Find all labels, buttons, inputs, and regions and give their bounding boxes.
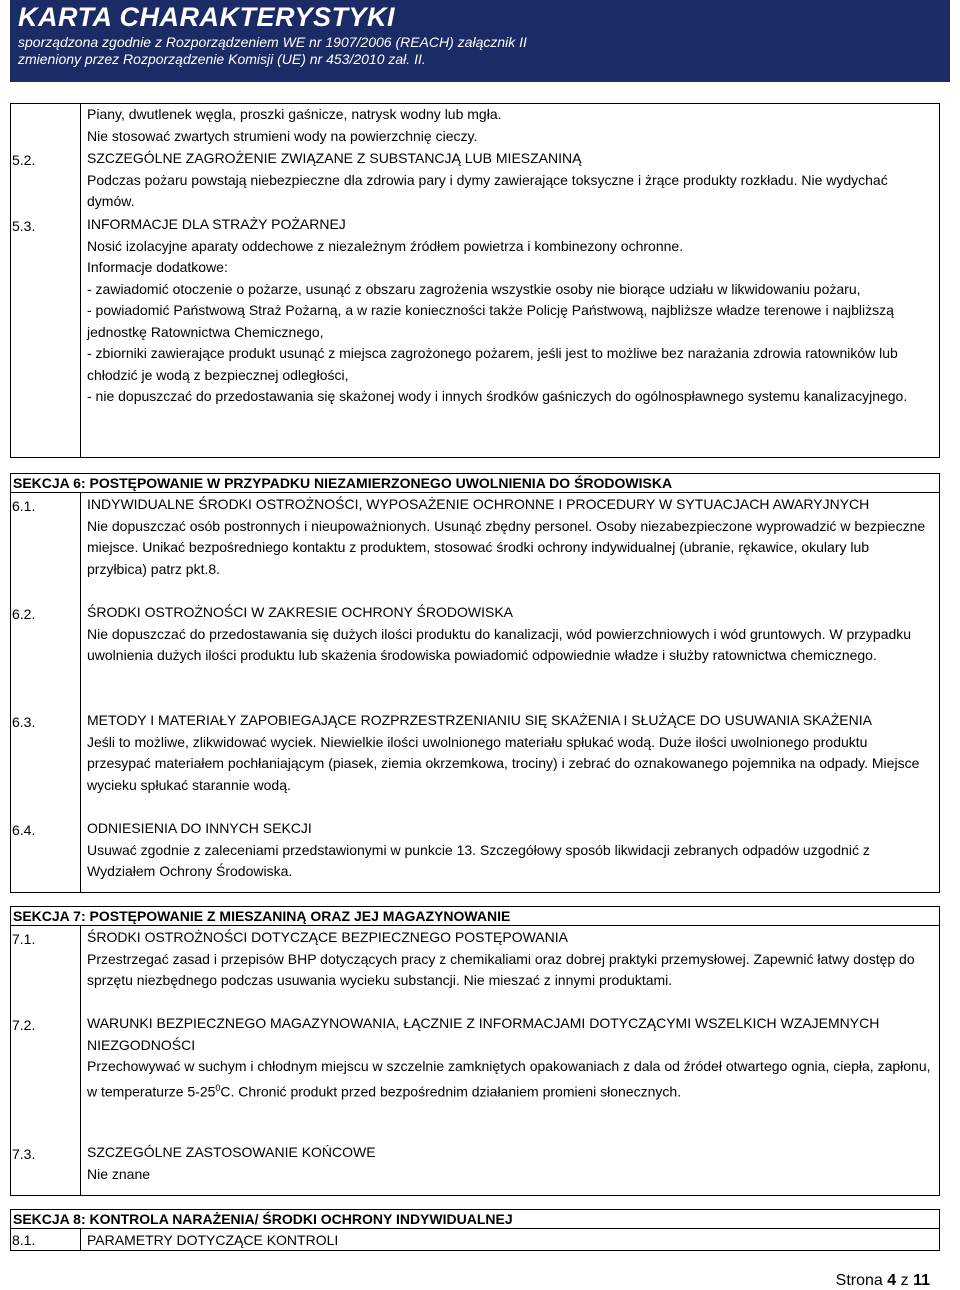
subsection-number: 6.1.	[12, 498, 36, 514]
page-label: Strona	[835, 1272, 883, 1289]
subsection-heading: SZCZEGÓLNE ZASTOSOWANIE KOŃCOWE	[87, 1144, 376, 1160]
subsection-text: Nie dopuszczać do przedostawania się dużych ilości produktu do kanalizacji, wód powierzchniowych i wód gruntowych. W przypadku uwolnienia dużych ilości produktu lub skażenia środowiska powiadomić odpowiednie władze i służby ratownictwa chemicznego.	[87, 625, 912, 663]
column-divider	[80, 103, 81, 458]
subsection-7-1	[87, 927, 932, 992]
current-page: 4	[887, 1272, 897, 1289]
subsection-text: Nie dopuszczać osób postronnych i nieupoważnionych. Usunąć zbędny personel. Osoby niezabezpieczone wyprowadzić w bezpieczne miejsce. Unikać bezpośredniego kontaktu z produktem, stosować środki ochrony indywidualnej (ubranie, rękawice, okulary lub przyłbica) patrz pkt.8.	[87, 517, 926, 577]
subsection-text	[87, 1056, 932, 1103]
subsection-heading: SZCZEGÓLNE ZAGROŻENIE ZWIĄZANE Z SUBSTANCJĄ LUB MIESZANINĄ	[87, 150, 582, 166]
subsection-7-3	[87, 1142, 932, 1185]
subsection-heading: ŚRODKI OSTROŻNOŚCI W ZAKRESIE OCHRONY ŚRODOWISKA	[87, 604, 514, 620]
subsection-5-2	[87, 148, 932, 213]
subsection-number: 5.2.	[12, 152, 36, 168]
subsection-number: 8.1.	[12, 1232, 36, 1248]
subsection-number: 7.1.	[12, 931, 36, 947]
subsection-5-3	[87, 214, 932, 408]
subsection-text: Jeśli to możliwe, zlikwidować wyciek. Niewielkie ilości uwolnionego materiału spłukać wodą. Duże ilości uwolnionego produktu przesypać materiałem pochłaniającym (piasek, ziemia okrzemkowa, trociny) i zebrać do oznakowanego pojemnika na odpady. Miejsce wycieku spłukać starannie wodą.	[87, 733, 920, 793]
regulation-line-1: sporządzona zgodnie z Rozporządzeniem WE nr 1907/2006 (REACH) załącznik II	[18, 34, 527, 50]
subsection-heading: INFORMACJE DLA STRAŻY POŻARNEJ	[87, 216, 346, 232]
subsection-heading: INDYWIDUALNE ŚRODKI OSTROŻNOŚCI, WYPOSAŻENIE OCHRONNE I PROCEDURY W SYTUACJACH AWARYJNYCH	[87, 496, 870, 512]
section-5-continuation	[87, 104, 932, 147]
section-7-title: SEKCJA 7: POSTĘPOWANIE Z MIESZANINĄ ORAZ JEJ MAGAZYNOWANIE	[10, 906, 940, 926]
subsection-text: - powiadomić Państwową Straż Pożarną, a w razie konieczności także Policję Państwową, najbliższe władze terenowe i najbliższą jednostkę Ratownictwa Chemicznego,	[87, 302, 894, 340]
text-line: Piany, dwutlenek węgla, proszki gaśnicze, natrysk wodny lub mgła.	[87, 106, 502, 122]
subsection-number: 6.2.	[12, 606, 36, 622]
subsection-7-2	[87, 1013, 932, 1103]
subsection-number: 6.4.	[12, 822, 36, 838]
subsection-heading: WARUNKI BEZPIECZNEGO MAGAZYNOWANIA, ŁĄCZNIE Z INFORMACJAMI DOTYCZĄCYMI WSZELKICH WZAJEMNYCH NIEZGODNOŚCI	[87, 1015, 880, 1053]
column-divider	[80, 926, 81, 1196]
subsection-heading: METODY I MATERIAŁY ZAPOBIEGAJĄCE ROZPRZESTRZENIANIU SIĘ SKAŻENIA I SŁUŻĄCE DO USUWANIA SKAŻENIA	[87, 712, 872, 728]
text-line: Nie stosować zwartych strumieni wody na powierzchnię cieczy.	[87, 127, 478, 144]
document-header	[10, 0, 950, 82]
subsection-text: Nosić izolacyjne aparaty oddechowe z niezależnym źródłem powietrza i kombinezony ochronne.	[87, 237, 684, 254]
subsection-number: 7.3.	[12, 1146, 36, 1162]
regulation-line-2: zmieniony przez Rozporządzenie Komisji (UE) nr 453/2010 zał. II.	[18, 51, 426, 67]
subsection-text: Nie znane	[87, 1165, 151, 1182]
section-8-title: SEKCJA 8: KONTROLA NARAŻENIA/ ŚRODKI OCHRONY INDYWIDUALNEJ	[10, 1209, 940, 1229]
page-number	[836, 1272, 930, 1290]
subsection-6-4	[87, 818, 932, 883]
subsection-number: 7.2.	[12, 1017, 36, 1033]
subsection-text: Podczas pożaru powstają niebezpieczne dla zdrowia pary i dymy zawierające toksyczne i żrące produkty rozkładu. Nie wydychać dymów.	[87, 171, 888, 209]
subsection-heading: ODNIESIENIA DO INNYCH SEKCJI	[87, 820, 312, 836]
subsection-number: 6.3.	[12, 714, 36, 730]
subsection-text: - nie dopuszczać do przedostawania się skażonej wody i innych środków gaśniczych do ogólnospławnego systemu kanalizacyjnego.	[87, 388, 908, 404]
subsection-text: - zbiorniki zawierające produkt usunąć z miejsca zagrożonego pożarem, jeśli jest to możliwe bez narażania zdrowia ratowników lub chłodzić je wodą z bezpiecznej odległości,	[87, 345, 898, 383]
subsection-6-2	[87, 602, 932, 667]
total-pages: 11	[913, 1272, 930, 1289]
column-divider	[80, 1229, 81, 1251]
subsection-text: - zawiadomić otoczenie o pożarze, usunąć z obszaru zagrożenia wszystkie osoby nie biorące udziału w likwidowaniu pożaru,	[87, 280, 861, 297]
page-separator: z	[900, 1272, 909, 1289]
subsection-8-1	[87, 1230, 932, 1252]
degree-superscript: 0	[215, 1082, 221, 1093]
subsection-heading: PARAMETRY DOTYCZĄCE KONTROLI	[87, 1232, 339, 1248]
storage-text: Przechowywać w suchym i chłodnym miejscu w szczelnie zamkniętych opakowaniach z dala od źródeł otwartego ognia, ciepła, zapłonu, w temperaturze 5-25	[87, 1058, 931, 1100]
subsection-number: 5.3.	[12, 218, 36, 234]
storage-text-end: C. Chronić produkt przed bezpośrednim działaniem promieni słonecznych.	[220, 1083, 682, 1100]
column-divider	[80, 493, 81, 893]
subsection-6-1	[87, 494, 932, 580]
section-6-title: SEKCJA 6: POSTĘPOWANIE W PRZYPADKU NIEZAMIERZONEGO UWOLNIENIA DO ŚRODOWISKA	[10, 473, 940, 493]
subsection-heading: ŚRODKI OSTROŻNOŚCI DOTYCZĄCE BEZPIECZNEGO POSTĘPOWANIA	[87, 929, 568, 945]
subsection-6-3	[87, 710, 932, 796]
subsection-text: Informacje dodatkowe:	[87, 259, 228, 275]
subsection-text: Usuwać zgodnie z zaleceniami przedstawionymi w punkcie 13. Szczegółowy sposób likwidacji zebranych odpadów uzgodnić z Wydziałem Ochrony Środowiska.	[87, 841, 870, 879]
subsection-text: Przestrzegać zasad i przepisów BHP dotyczących pracy z chemikaliami oraz dobrej praktyki przemysłowej. Zapewnić łatwy dostęp do sprzętu niezbędnego podczas usuwania wycieku substancji. Nie mieszać z innymi produktami.	[87, 950, 915, 988]
document-title: KARTA CHARAKTERYSTYKI	[18, 2, 396, 32]
